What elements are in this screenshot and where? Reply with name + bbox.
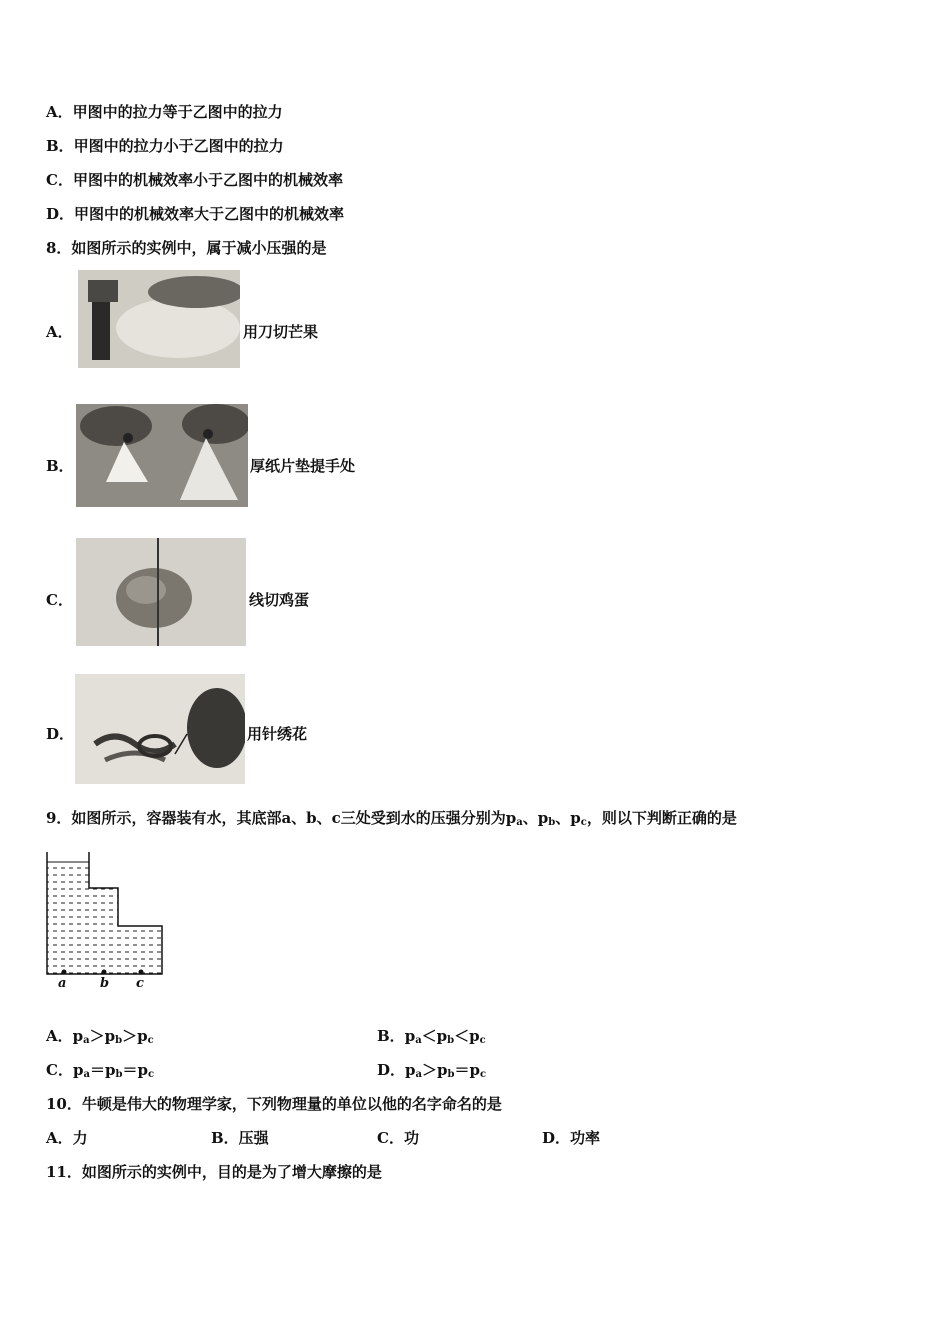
q7-option-b: B．甲图中的拉力小于乙图中的拉力 xyxy=(46,137,284,155)
q10-option-b: B．压强 xyxy=(211,1129,269,1147)
q8-stem: 8．如图所示的实例中，属于减小压强的是 xyxy=(46,239,327,257)
q9-option-c: C．$p_a=p_b=p_c$ xyxy=(46,1061,155,1080)
point-a-label: a xyxy=(58,976,67,991)
q7-option-d: D．甲图中的机械效率大于乙图中的机械效率 xyxy=(46,205,345,223)
q8-option-a-label: A． xyxy=(46,323,73,341)
q9-option-b: B．$p_a<p_b<p_c$ xyxy=(377,1027,486,1046)
q10-stem: 10．牛顿是伟大的物理学家，下列物理量的单位以他的名字命名的是 xyxy=(46,1095,502,1113)
q8-option-b-label: B． xyxy=(46,457,74,475)
q10-option-a: A．力 xyxy=(46,1129,88,1147)
q9-option-a: A．$p_a>p_b>p_c$ xyxy=(46,1027,154,1046)
q9-option-d: D．$p_a>p_b=p_c$ xyxy=(377,1061,487,1080)
q7-option-a: A．甲图中的拉力等于乙图中的拉力 xyxy=(46,103,283,121)
q8-option-c-label: C． xyxy=(46,591,73,609)
paper-pad-handle-photo xyxy=(76,404,248,507)
q10-option-d: D．功率 xyxy=(542,1129,601,1147)
q11-stem: 11．如图所示的实例中，目的是为了增大摩擦的是 xyxy=(46,1163,382,1181)
q8-option-d-label: D． xyxy=(46,725,75,743)
q7-option-c: C．甲图中的机械效率小于乙图中的机械效率 xyxy=(46,171,343,189)
mango-cutting-photo xyxy=(78,270,240,368)
water-container-diagram xyxy=(44,850,166,1000)
q9-stem: 9．如图所示，容器装有水，其底部a、b、c三处受到水的压强分别为$p_a$、$p_b$、$p_c$，则以下判断正确的是 xyxy=(46,809,737,828)
q8-option-a-caption: 用刀切芒果 xyxy=(243,323,319,341)
q8-option-b-caption: 厚纸片垫提手处 xyxy=(250,457,356,475)
q8-option-c-caption: 线切鸡蛋 xyxy=(249,591,310,609)
point-b-label: b xyxy=(100,976,110,991)
needle-embroidery-photo xyxy=(75,674,245,784)
thread-cutting-egg-photo xyxy=(76,538,246,646)
q10-option-c: C．功 xyxy=(377,1129,419,1147)
point-c-label: c xyxy=(136,976,144,991)
q8-option-d-caption: 用针绣花 xyxy=(247,725,308,743)
